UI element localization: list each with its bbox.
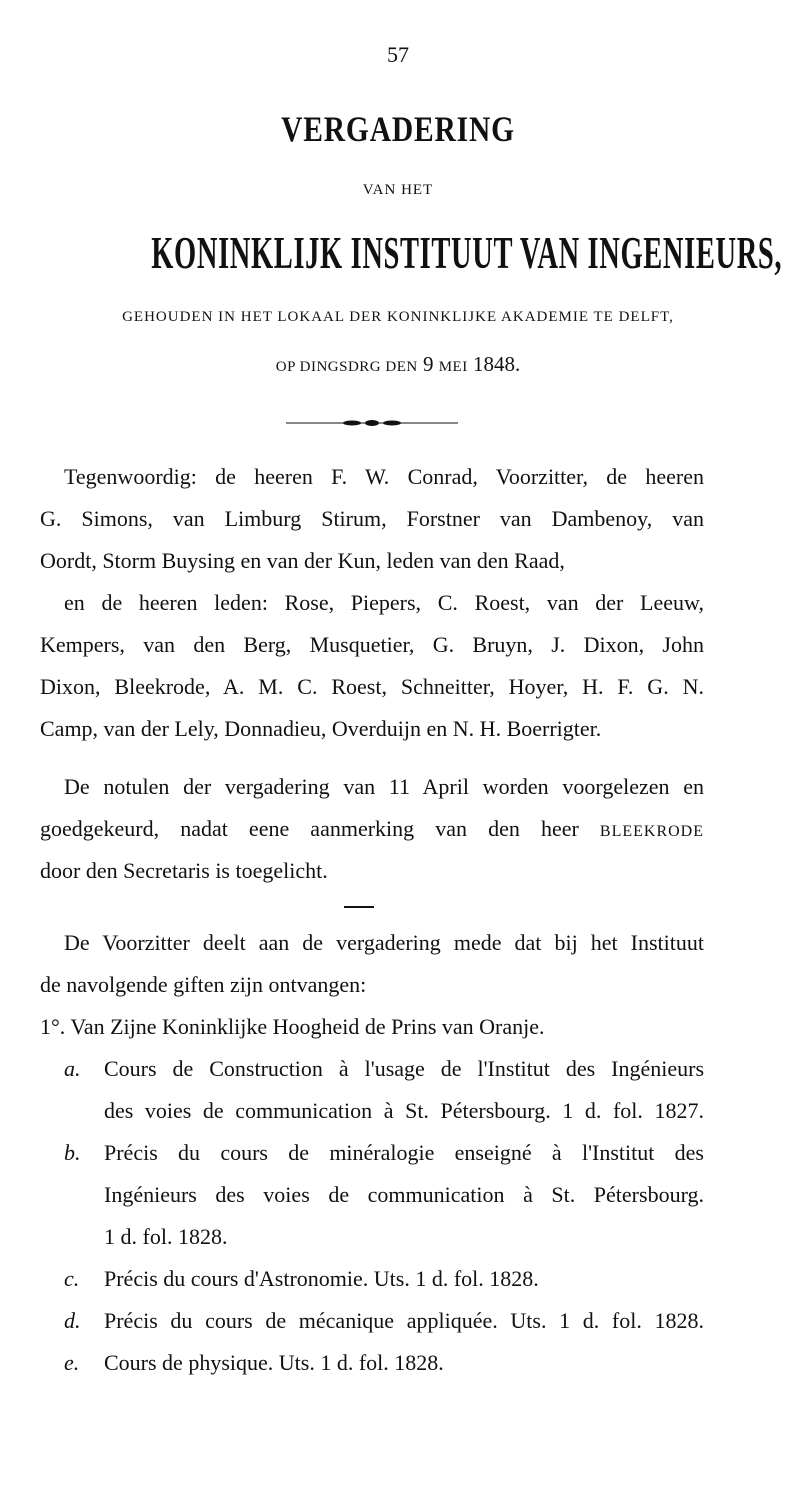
minutes-line (40, 816, 704, 842)
item-line: Précis du cours de minéralogie enseigné à l'Institut des (104, 1140, 704, 1165)
meeting-subtitle: VAN HET (362, 182, 434, 198)
attendance-line: Dixon, Bleekrode, A. M. C. Roest, Schneitter, Hoyer, H. F. G. N. (40, 674, 704, 699)
attendance-line: Tegenwoordig: de heeren F. W. Conrad, Voorzitter, de heeren (64, 464, 704, 489)
item-line: Cours de Construction à l'usage de l'Institut des Ingénieurs (104, 1056, 704, 1081)
member-name: BLEEKRODE (599, 823, 704, 840)
item-line: Ingénieurs des voies de communication à St. Pétersbourg. (104, 1182, 704, 1207)
date-year: 1848. (472, 352, 521, 376)
date-prefix: OP DINGSDRG DEN (275, 359, 418, 375)
minutes-text: goedgekeurd, nadat eene aanmerking van den heer (40, 816, 579, 841)
donor-line: 1°. Van Zijne Koninklijke Hoogheid de Prins van Oranje. (40, 1014, 545, 1039)
item-line: 1 d. fol. 1828. (104, 1224, 228, 1249)
gifts-intro-line: de navolgende giften zijn ontvangen: (40, 972, 367, 997)
item-letter: d. (64, 1308, 81, 1333)
item-line: Précis du cours de mécanique appliquée. Uts. 1 d. fol. 1828. (104, 1308, 704, 1333)
minutes-line: De notulen der vergadering van 11 April worden voorgelezen en (64, 774, 704, 799)
attendance-line: Camp, van der Lely, Donnadieu, Overduijn en N. H. Boerrigter. (40, 716, 602, 741)
ornament-divider (286, 419, 458, 427)
institute-title: KONINKLIJK INSTITUUT VAN INGENIEURS, (151, 227, 783, 278)
attendance-line: G. Simons, van Limburg Stirum, Forstner van Dambenoy, van (40, 506, 704, 531)
attendance-line: en de heeren leden: Rose, Piepers, C. Roest, van der Leeuw, (64, 590, 704, 615)
attendance-line: Kempers, van den Berg, Musquetier, G. Bruyn, J. Dixon, John (40, 632, 704, 657)
item-line: Précis du cours d'Astronomie. Uts. 1 d. fol. 1828. (104, 1266, 539, 1291)
date-line (0, 352, 796, 377)
item-letter: b. (64, 1140, 81, 1165)
attendance-line: Oordt, Storm Buysing en van der Kun, leden van den Raad, (40, 548, 565, 573)
date-day: 9 (422, 352, 434, 376)
item-line: des voies de communication à St. Pétersbourg. 1 d. fol. 1827. (104, 1098, 704, 1123)
date-month: MEI (438, 359, 468, 375)
page-number: 57 (387, 42, 409, 67)
gifts-intro-line: De Voorzitter deelt aan de vergadering mede dat bij het Instituut (64, 930, 704, 955)
section-divider (344, 906, 374, 908)
item-letter: e. (64, 1350, 80, 1375)
meeting-title: VERGADERING (281, 109, 515, 149)
item-letter: a. (64, 1056, 81, 1081)
location-line: GEHOUDEN IN HET LOKAAL DER KONINKLIJKE AKADEMIE TE DELFT, (122, 309, 674, 325)
minutes-line: door den Secretaris is toegelicht. (40, 858, 328, 883)
item-line: Cours de physique. Uts. 1 d. fol. 1828. (104, 1350, 444, 1375)
item-letter: c. (64, 1266, 80, 1291)
